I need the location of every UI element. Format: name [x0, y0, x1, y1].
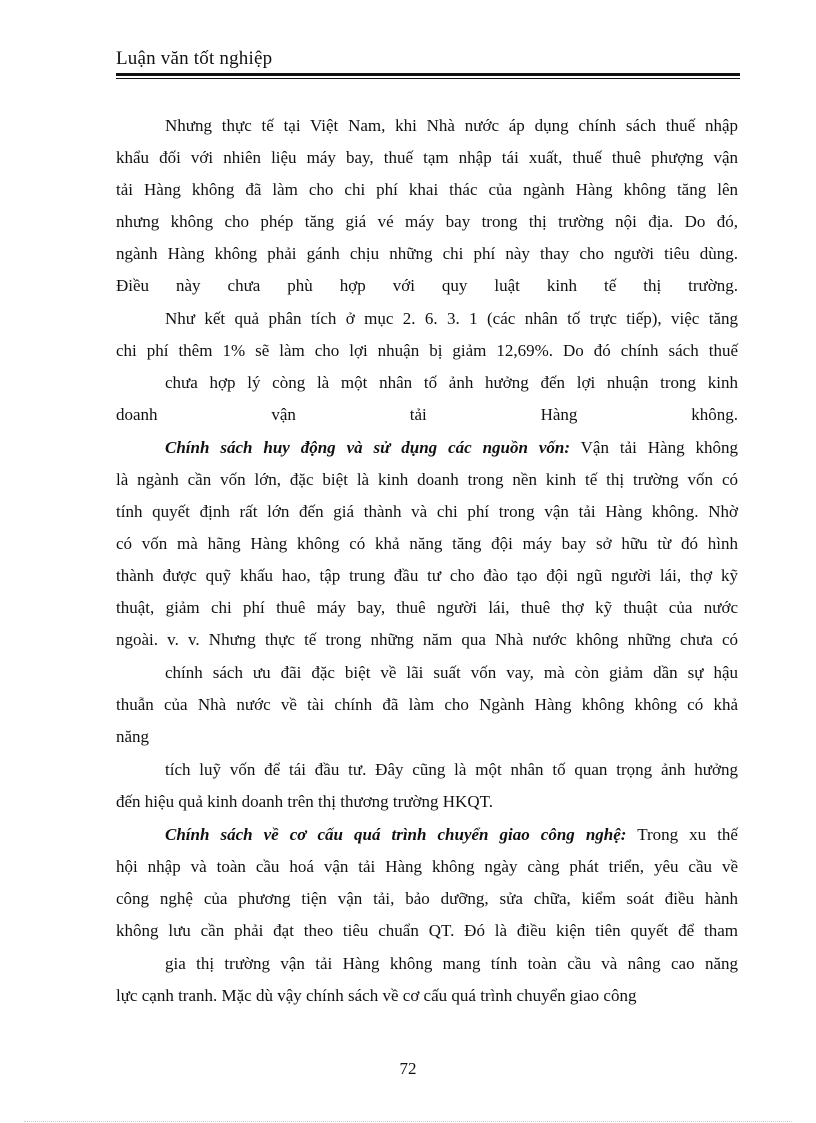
- text-line: thuật, giảm chi phí thuê máy bay, thuê người lái, thuê thợ kỹ thuật của nước: [116, 598, 738, 617]
- footer-divider: [24, 1121, 792, 1122]
- text-line: Điều này chưa phù hợp với quy luật kinh tế thị trường.: [116, 276, 738, 295]
- text-line: tích luỹ vốn để tái đầu tư. Đây cũng là một nhân tố quan trọng ảnh hưởng: [165, 760, 738, 779]
- text-line: ngành Hàng không phải gánh chịu những chi phí này thay cho người tiêu dùng.: [116, 244, 738, 263]
- text-run: Vận tải Hàng không: [580, 438, 738, 457]
- text-line: [165, 438, 738, 458]
- text-line: ngoài. v. v. Nhưng thực tế trong những năm qua Nhà nước không những chưa có: [116, 630, 738, 649]
- section-heading-technology: Chính sách về cơ cấu quá trình chuyển giao công nghệ:: [165, 825, 627, 844]
- page-number: 72: [399, 1059, 417, 1078]
- text-line: nhưng không cho phép tăng giá vé máy bay trong thị trường nội địa. Do đó,: [116, 212, 738, 231]
- header-rule-thin: [116, 78, 740, 79]
- text-line: đến hiệu quả kinh doanh trên thị thương trường HKQT.: [116, 792, 493, 811]
- text-line: thành được quỹ khấu hao, tập trung đầu tư cho đào tạo đội ngũ người lái, thợ kỹ: [116, 566, 738, 585]
- text-line: lực cạnh tranh. Mặc dù vậy chính sách về cơ cấu quá trình chuyển giao công: [116, 986, 637, 1005]
- text-line: hội nhập và toàn cầu hoá vận tải Hàng không ngày càng phát triển, yêu cầu về: [116, 857, 738, 876]
- text-line: gia thị trường vận tải Hàng không mang tính toàn cầu và nâng cao năng: [165, 954, 738, 973]
- text-line: tải Hàng không đã làm cho chi phí khai thác của ngành Hàng không tăng lên: [116, 180, 738, 199]
- text-line: là ngành cần vốn lớn, đặc biệt là kinh doanh trong nền kinh tế thị trường vốn có: [116, 470, 738, 489]
- text-run: Trong xu thế: [637, 825, 738, 844]
- text-line: Nhưng thực tế tại Việt Nam, khi Nhà nước áp dụng chính sách thuế nhập: [165, 116, 738, 135]
- text-line: Như kết quả phân tích ở mục 2. 6. 3. 1 (các nhân tố trực tiếp), việc tăng: [165, 309, 738, 328]
- text-line: năng: [116, 727, 150, 746]
- text-line: tính quyết định rất lớn đến giá thành và chi phí trong vận tải Hàng không. Nhờ: [116, 502, 738, 521]
- text-line: không lưu cần phải đạt theo tiêu chuẩn QT. Đó là điều kiện tiên quyết để tham: [116, 921, 738, 940]
- text-line: chi phí thêm 1% sẽ làm cho lợi nhuận bị giảm 12,69%. Do đó chính sách thuế: [116, 341, 738, 360]
- text-line: có vốn mà hãng Hàng không có khả năng tăng đội máy bay sở hữu từ đó hình: [116, 534, 738, 553]
- header-rule-thick: [116, 73, 740, 76]
- text-line: khẩu đối với nhiên liệu máy bay, thuế tạm nhập tái xuất, thuế thuê phượng vận: [116, 148, 738, 167]
- text-line: thuẫn của Nhà nước về tài chính đã làm cho Ngành Hàng không không có khả: [116, 695, 738, 714]
- text-line: doanh vận tải Hàng không.: [116, 405, 738, 424]
- section-heading-capital: Chính sách huy động và sử dụng các nguồn vốn:: [165, 438, 571, 457]
- text-line: [165, 825, 738, 845]
- text-line: chính sách ưu đãi đặc biệt về lãi suất vốn vay, mà còn giảm dần sự hậu: [165, 663, 738, 682]
- text-line: công nghệ của phương tiện vận tải, bảo dưỡng, sửa chữa, kiểm soát điều hành: [116, 889, 738, 908]
- header-title: Luận văn tốt nghiệp: [116, 48, 273, 69]
- text-line: chưa hợp lý còng là một nhân tố ảnh hưởng đến lợi nhuận trong kinh: [165, 373, 738, 392]
